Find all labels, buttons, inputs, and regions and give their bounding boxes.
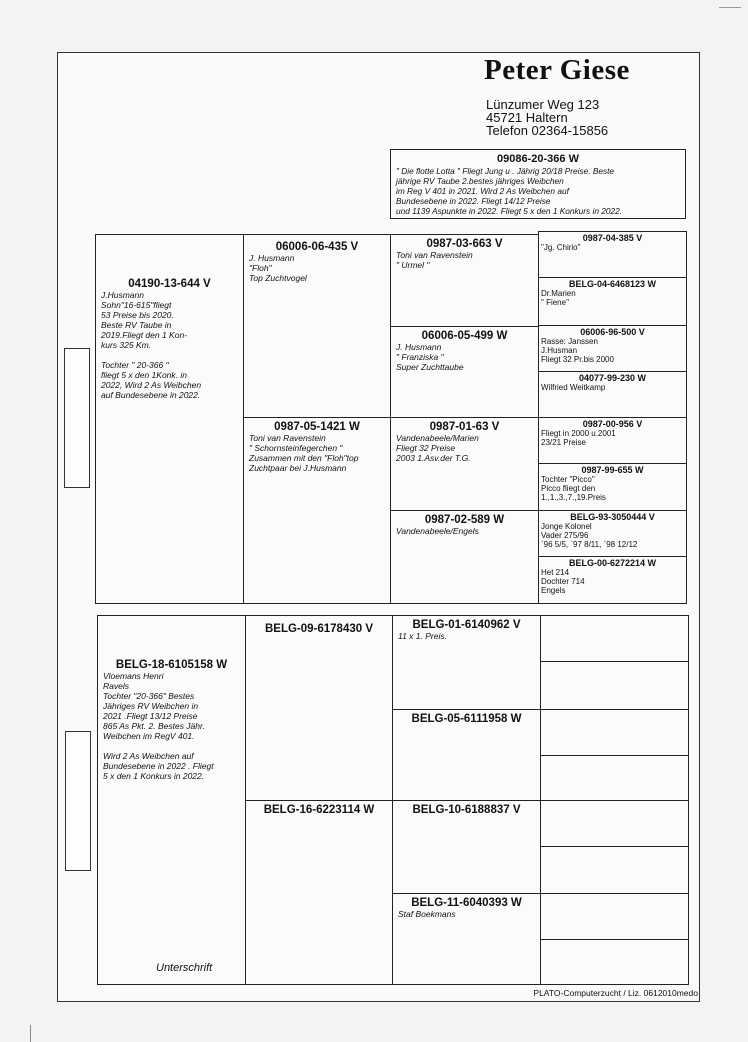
sire-sd-ring: 06006-05-499 W — [421, 330, 508, 342]
g4-box-2 — [538, 277, 687, 326]
dam-ss-text: 11 x 1. Preis. — [398, 631, 447, 641]
sire-dd-box — [390, 510, 539, 604]
dam-g4-box-8 — [540, 939, 689, 985]
dam-sire-box — [245, 615, 393, 801]
dam-g4-box-2 — [540, 661, 689, 710]
sire-dd-text: Vandenabeele/Engels — [396, 526, 479, 536]
dam-sd-box — [392, 709, 541, 801]
sire-ring: 04190-13-644 V — [128, 278, 211, 290]
owner-street: Lünzumer Weg 123 — [486, 97, 600, 112]
dam-ds-box — [392, 800, 541, 894]
sire-ds-text: Vandenabeele/Marien Fliegt 32 Preise 2003 1.Asv.der T.G. — [396, 433, 479, 463]
sire-text: J.Husmann Sohn"16-615"fliegt 53 Preise bis 2020. Beste RV Taube in 2019.Fliegt den 1 Kon- kurs 325 Km. Tochter " 20-366 " fliegt 5 x den 1Konk. in 2022, Wird 2 As Weibchen auf Bundesebene in 2022. — [101, 290, 202, 400]
sire-sd-box — [390, 326, 539, 418]
dam-dd-box — [392, 893, 541, 985]
dam-text: Vloemans Henri Ravels Tochter "20-366" Bestes Jähriges RV Weibchen in 2021 .Fliegt 13/12 Preise 865 As Pkt. 2. Bestes Jähr. Weibchen im RegV 401. Wird 2 As Weibchen auf Bundesebene in 2022 . Fliegt 5 x den 1 Konkurs in 2022. — [103, 671, 214, 781]
dam-dam-ring: BELG-16-6223114 W — [263, 804, 375, 816]
subject-ring: 09086-20-366 W — [497, 153, 579, 165]
scan-mark — [719, 7, 741, 8]
sire-dam-text: Toni van Ravenstein " Schornsteinfegerchen " Zusammen mit den "Floh"top Zuchtpaar bei J.Husmann — [249, 433, 359, 473]
dam-ds-ring: BELG-10-6188837 V — [412, 804, 521, 816]
scan-edge-mark — [30, 1025, 31, 1042]
g4-text-3: Rasse: Janssen J.Husman Fliegt 32 Pr.bis 2000 — [541, 337, 614, 364]
g4-ring-7: BELG-93-3050444 V — [570, 512, 655, 522]
g4-ring-3: 06006-96-500 V — [580, 327, 645, 337]
g4-ring-5: 0987-00-956 V — [582, 419, 643, 429]
sire-sire-ring: 06006-06-435 V — [275, 241, 359, 253]
owner-phone: Telefon 02364-15856 — [486, 123, 609, 138]
g4-text-5: Fliegt in 2000 u.2001 23/21 Preise — [541, 429, 616, 447]
dam-ss-ring: BELG-01-6140962 V — [412, 619, 521, 631]
sire-dam-ring: 0987-05-1421 W — [274, 421, 360, 433]
g4-box-8 — [538, 556, 687, 604]
g4-text-7: Jonge Kolonel Vader 275/96 `96 5/5, `97 8/11, `98 12/12 — [541, 522, 638, 549]
g4-text-6: Tochter "Picco" Picco fliegt den 1.,1.,3.,7.,19.Preis — [541, 475, 606, 502]
g4-ring-4: 04077-99-230 W — [578, 373, 647, 383]
side-tab-lower — [65, 731, 91, 871]
g4-box-4 — [538, 371, 687, 418]
sire-ss-box — [390, 234, 539, 327]
owner-name: Peter Giese — [484, 54, 630, 86]
owner-city: 45721 Haltern — [486, 110, 568, 125]
g4-box-6 — [538, 463, 687, 511]
sire-dam-box — [243, 417, 391, 604]
dam-g4-box-4 — [540, 755, 689, 801]
sire-sire-box — [243, 234, 391, 418]
sire-box — [95, 234, 244, 604]
dam-g4-box-7 — [540, 893, 689, 940]
g4-ring-1: 0987-04-385 V — [582, 233, 643, 243]
dam-g4-box-3 — [540, 709, 689, 756]
g4-text-8: Het 214 Dochter 714 Engels — [541, 568, 585, 595]
dam-dd-text: Staf Boekmans — [398, 909, 456, 919]
g4-box-5 — [538, 417, 687, 464]
g4-box-3 — [538, 325, 687, 372]
dam-sd-ring: BELG-05-6111958 W — [411, 713, 522, 725]
dam-ring: BELG-18-6105158 W — [115, 659, 228, 671]
dam-ss-box — [392, 615, 541, 710]
sire-sd-text: J. Husmann " Franziska " Super Zuchttaube — [396, 342, 464, 372]
g4-text-1: "Jg. Chirio" — [541, 243, 581, 252]
dam-g4-box-5 — [540, 800, 689, 847]
g4-text-4: Wilfried Weitkamp — [541, 383, 606, 392]
g4-text-2: Dr.Marien " Fiene" — [541, 289, 576, 307]
g4-box-1 — [538, 231, 687, 278]
subject-text: " Die flotte Lotta " Fliegt Jung u . Jährig 20/18 Preise. Beste jährige RV Taube 2.bestes jähriges Weibchen im Reg V 401 in 2021. Wird 2 As Weibchen auf Bundesebene in 2022. Fliegt 14/12 Preise und 1139 Aspunkte in 2022. Fliegt 5 x den 1 Konkurs in 2022. — [396, 166, 623, 216]
sire-ss-text: Toni van Ravenstein " Urmel " — [396, 250, 473, 270]
software-footer: PLATO-Computerzucht / Liz. 0612010medo — [533, 988, 698, 998]
dam-dd-ring: BELG-11-6040393 W — [411, 897, 522, 909]
signature-label: Unterschrift — [156, 962, 213, 974]
dam-box — [97, 615, 246, 985]
sire-ds-box — [390, 417, 539, 511]
side-tab-upper — [64, 348, 90, 488]
sire-sire-text: J. Husmann "Floh" Top Zuchtvogel — [249, 253, 307, 283]
g4-ring-6: 0987-99-655 W — [581, 465, 644, 475]
dam-g4-box-6 — [540, 846, 689, 894]
g4-ring-8: BELG-00-6272214 W — [568, 558, 657, 568]
subject-box — [390, 149, 686, 219]
dam-dam-box — [245, 800, 393, 985]
g4-box-7 — [538, 510, 687, 557]
sire-ss-ring: 0987-03-663 V — [426, 238, 503, 250]
dam-g4-box-1 — [540, 615, 689, 662]
dam-sire-ring: BELG-09-6178430 V — [264, 623, 374, 635]
g4-ring-2: BELG-04-6468123 W — [568, 279, 657, 289]
sire-ds-ring: 0987-01-63 V — [429, 421, 500, 433]
sire-dd-ring: 0987-02-589 W — [424, 514, 505, 526]
